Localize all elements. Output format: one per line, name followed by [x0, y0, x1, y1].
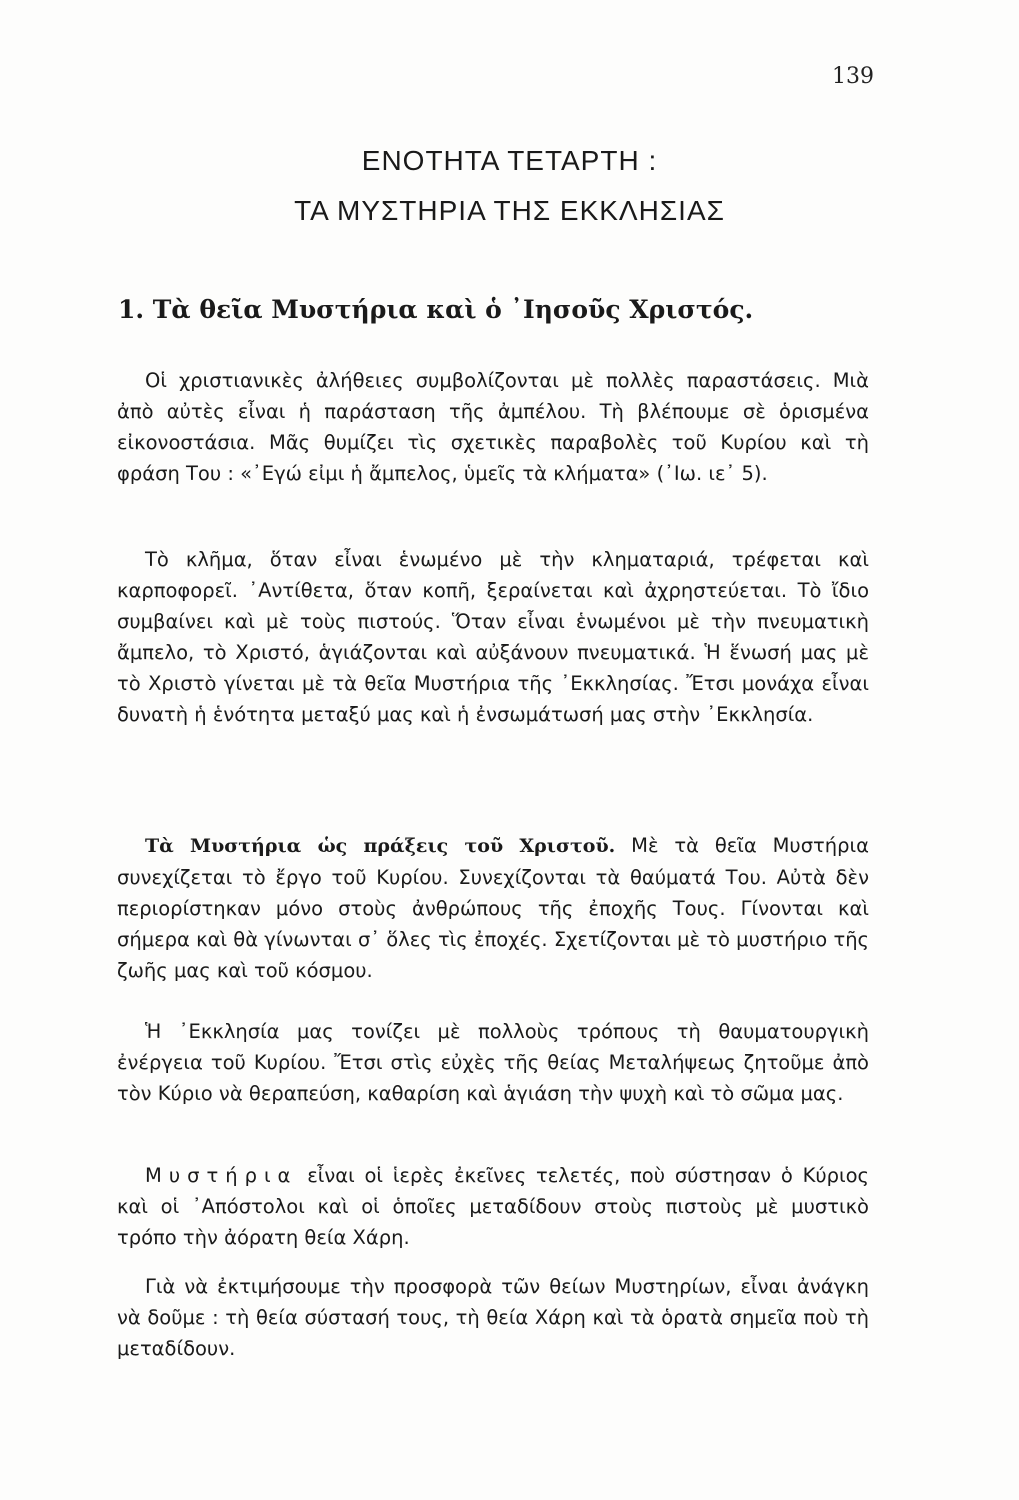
paragraph-3-body: Μὲ τὰ θεῖα Μυστήρια συνεχίζεται τὸ ἔργο τοῦ Κυρίου. Συνεχίζονται τὰ θαύματά Του. Αὐτὰ δὲν περιορίστηκαν μόνο στοὺς ἀνθρώπους τῆς ἐποχῆς Τους. Γίνονται καὶ σήμερα καὶ θὰ γίνωνται σ᾿ ὅλες τὶς ἐποχές. Σχετίζονται μὲ τὸ μυστήριο τῆς ζωῆς μας καὶ τοῦ κόσμου. — [117, 834, 869, 982]
paragraph-2: Τὸ κλῆμα, ὅταν εἶναι ἑνωμένο μὲ τὴν κληματαριά, τρέφεται καὶ καρποφορεῖ. ᾿Αντίθετα, ὅταν κοπῆ, ξεραίνεται καὶ ἀχρηστεύεται. Τὸ ἴδιο συμβαίνει καὶ μὲ τοὺς πιστούς. Ὅταν εἶναι ἑνωμένοι μὲ τὴν πνευματικὴ ἄμπελο, τὸ Χριστό, ἁγιάζονται καὶ αὐξάνουν πνευματικά. Ἡ ἕνωσή μας μὲ τὸ Χριστὸ γίνεται μὲ τὰ θεῖα Μυστήρια τῆς ᾿Εκκλησίας. Ἔτσι μονάχα εἶναι δυνατὴ ἡ ἑνότητα μεταξύ μας καὶ ἡ ἐνσωμάτωσή μας στὴν ᾿Εκκλησία. — [117, 548, 869, 726]
paragraph-5-body: εἶναι οἱ ἱερὲς ἐκεῖνες τελετές, ποὺ σύστησαν ὁ Κύριος καὶ οἱ ᾿Απόστολοι καὶ οἱ ὁποῖες μεταδίδουν στοὺς πιστοὺς μὲ μυστικὸ τρόπο τὴν ἀόρατη θεία Χάρη. — [117, 1164, 869, 1249]
chapter-heading-line-1: ΕΝΟΤΗΤΑ ΤΕΤΑΡΤΗ : — [361, 145, 658, 176]
section-title: 1. Τὰ θεῖα Μυστήρια καὶ ὁ ᾿Ιησοῦς Χριστός. — [118, 295, 754, 324]
page-number: 139 — [832, 64, 874, 89]
paragraph-6: Γιὰ νὰ ἐκτιμήσουμε τὴν προσφορὰ τῶν θείων Μυστηρίων, εἶναι ἀνάγκη νὰ δοῦμε : τὴ θεία σύστασή τους, τὴ θεία Χάρη καὶ τὰ ὁρατὰ σημεῖα ποὺ τὴ μεταδίδουν. — [117, 1275, 869, 1360]
paragraph-4: Ἡ ᾿Εκκλησία μας τονίζει μὲ πολλοὺς τρόπους τὴ θαυματουργικὴ ἐνέργεια τοῦ Κυρίου. Ἔτσι στὶς εὐχὲς τῆς θείας Μεταλήψεως ζητοῦμε ἀπὸ τὸν Κύριο νὰ θεραπεύση, καθαρίση καὶ ἁγιάση τὴν ψυχὴ καὶ τὸ σῶμα μας. — [117, 1020, 869, 1105]
paragraph-5 — [117, 1160, 869, 1253]
chapter-heading-line-2: ΤΑ ΜΥΣΤΗΡΙΑ ΤΗΣ ΕΚΚΛΗΣΙΑΣ — [294, 195, 725, 226]
paragraph-3-lead-heading: Τὰ Μυστήρια ὡς πράξεις τοῦ Χριστοῦ. — [145, 835, 616, 857]
paragraph-3 — [117, 830, 869, 986]
paragraph-5-lead-term: Μυστήρια — [145, 1164, 298, 1187]
paragraph-1: Οἱ χριστιανικὲς ἀλήθειες συμβολίζονται μὲ πολλὲς παραστάσεις. Μιὰ ἀπὸ αὐτὲς εἶναι ἡ παράσταση τῆς ἀμπέλου. Τὴ βλέπουμε σὲ ὁρισμένα εἰκονοστάσια. Μᾶς θυμίζει τὶς σχετικὲς παραβολὲς τοῦ Κυρίου καὶ τὴ φράση Του : «᾿Εγώ εἰμι ἡ ἄμπελος, ὑμεῖς τὰ κλήματα» (᾿Ιω. ιε᾿ 5). — [117, 369, 869, 485]
